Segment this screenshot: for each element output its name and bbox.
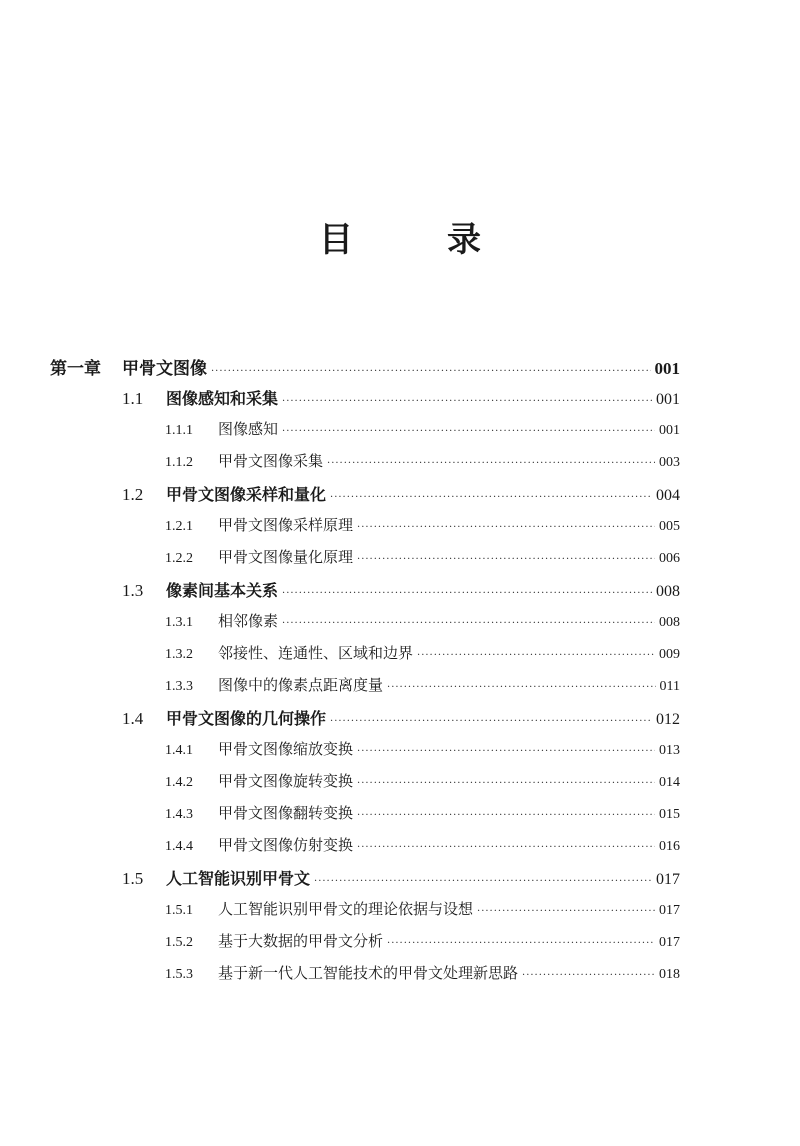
subsection-number: 1.2.1 (165, 519, 193, 534)
dot-leader (357, 522, 655, 533)
section-title-group (122, 482, 326, 505)
subsection-title-group (165, 898, 473, 919)
subsection-number: 1.1.1 (165, 423, 193, 438)
subsection-title-group (165, 418, 278, 439)
section-title: 像素间基本关系 (166, 581, 279, 600)
toc-section-entry[interactable] (122, 386, 680, 409)
dot-leader (282, 396, 652, 407)
subsection-title-group (165, 450, 323, 471)
section-title: 甲骨文图像采样和量化 (166, 485, 327, 504)
page-number: 018 (659, 967, 680, 982)
subsection-title-group (165, 834, 353, 855)
subsection-number: 1.4.2 (165, 775, 193, 790)
dot-leader (387, 682, 656, 693)
dot-leader (357, 778, 655, 789)
section-number: 1.5 (122, 869, 144, 888)
toc-subsection-entry[interactable] (165, 450, 680, 471)
page-number: 001 (654, 359, 680, 378)
page-number: 005 (659, 519, 680, 534)
page-number: 013 (659, 743, 680, 758)
toc-section-entry[interactable] (122, 578, 680, 601)
toc-section-entry[interactable] (122, 706, 680, 729)
dot-leader (357, 810, 655, 821)
subsection-number: 1.3.1 (165, 615, 193, 630)
chapter-heading (50, 354, 207, 379)
dot-leader (357, 554, 655, 565)
section-title-group (122, 386, 278, 409)
subsection-title: 图像感知 (218, 420, 279, 438)
subsection-title-group (165, 962, 518, 983)
section-title: 甲骨文图像的几何操作 (166, 709, 327, 728)
subsection-title-group (165, 802, 353, 823)
toc-section-entry[interactable] (122, 482, 680, 505)
subsection-title-group (165, 546, 353, 567)
page-title: 目 录 (319, 220, 511, 260)
subsection-title: 基于大数据的甲骨文分析 (218, 932, 384, 950)
page-number: 006 (659, 551, 680, 566)
toc-subsection-entry[interactable] (165, 802, 680, 823)
subsection-number: 1.5.1 (165, 903, 193, 918)
subsection-title: 基于新一代人工智能技术的甲骨文处理新思路 (218, 964, 519, 982)
page-number: 009 (659, 647, 680, 662)
subsection-title: 甲骨文图像缩放变换 (218, 740, 354, 758)
subsection-number: 1.1.2 (165, 455, 193, 470)
page-number: 016 (659, 839, 680, 854)
dot-leader (327, 458, 655, 469)
subsection-number: 1.3.2 (165, 647, 193, 662)
subsection-number: 1.5.3 (165, 967, 193, 982)
dot-leader (417, 650, 655, 661)
chapter-title: 甲骨文图像 (122, 359, 207, 379)
subsection-title: 图像中的像素点距离度量 (218, 676, 384, 694)
subsection-title-group (165, 642, 413, 663)
toc-subsection-entry[interactable] (165, 418, 680, 439)
dot-leader (330, 716, 652, 727)
chapter-number: 第一章 (50, 359, 101, 379)
toc-subsection-entry[interactable] (165, 610, 680, 631)
toc-subsection-entry[interactable] (165, 930, 680, 951)
toc-subsection-entry[interactable] (165, 546, 680, 567)
dot-leader (522, 970, 655, 981)
page-number: 015 (659, 807, 680, 822)
subsection-title: 甲骨文图像采集 (218, 452, 324, 470)
page-number: 011 (659, 679, 680, 694)
subsection-number: 1.4.1 (165, 743, 193, 758)
section-title-group (122, 706, 326, 729)
subsection-title-group (165, 514, 353, 535)
subsection-title: 甲骨文图像采样原理 (218, 516, 354, 534)
subsection-title-group (165, 610, 278, 631)
toc-subsection-entry[interactable] (165, 674, 680, 695)
dot-leader (330, 492, 652, 503)
dot-leader (282, 426, 655, 437)
toc-subsection-entry[interactable] (165, 770, 680, 791)
toc-chapter-entry[interactable] (50, 354, 680, 379)
dot-leader (387, 938, 655, 949)
subsection-title-group (165, 930, 383, 951)
page-number: 014 (659, 775, 680, 790)
page-number: 017 (659, 903, 680, 918)
section-number: 1.1 (122, 389, 144, 408)
page-number: 008 (656, 583, 680, 600)
dot-leader (357, 746, 655, 757)
toc-subsection-entry[interactable] (165, 738, 680, 759)
subsection-title: 甲骨文图像旋转变换 (218, 772, 354, 790)
dot-leader (211, 366, 651, 377)
section-title-group (122, 578, 278, 601)
page-number: 003 (659, 455, 680, 470)
section-title-group (122, 866, 310, 889)
toc-subsection-entry[interactable] (165, 898, 680, 919)
dot-leader (314, 876, 652, 887)
dot-leader (357, 842, 655, 853)
toc-subsection-entry[interactable] (165, 514, 680, 535)
section-title: 图像感知和采集 (166, 389, 279, 408)
page-number: 012 (656, 711, 680, 728)
subsection-title-group (165, 738, 353, 759)
dot-leader (282, 588, 652, 599)
subsection-title-group (165, 770, 353, 791)
section-number: 1.2 (122, 485, 144, 504)
section-number: 1.3 (122, 581, 144, 600)
subsection-title-group (165, 674, 383, 695)
subsection-number: 1.4.4 (165, 839, 193, 854)
toc-subsection-entry[interactable] (165, 834, 680, 855)
dot-leader (282, 618, 655, 629)
subsection-number: 1.2.2 (165, 551, 193, 566)
subsection-number: 1.4.3 (165, 807, 193, 822)
page-number: 008 (659, 615, 680, 630)
toc-subsection-entry[interactable] (165, 642, 680, 663)
subsection-title: 甲骨文图像翻转变换 (218, 804, 354, 822)
page-number: 001 (656, 391, 680, 408)
subsection-title: 甲骨文图像量化原理 (218, 548, 354, 566)
section-number: 1.4 (122, 709, 144, 728)
subsection-title: 甲骨文图像仿射变换 (218, 836, 354, 854)
subsection-title: 相邻像素 (218, 612, 279, 630)
toc-section-entry[interactable] (122, 866, 680, 889)
dot-leader (477, 906, 655, 917)
subsection-title: 人工智能识别甲骨文的理论依据与设想 (218, 900, 474, 918)
subsection-title: 邻接性、连通性、区域和边界 (218, 644, 414, 662)
page-number: 017 (656, 871, 680, 888)
subsection-number: 1.5.2 (165, 935, 193, 950)
page-number: 001 (659, 423, 680, 438)
page-number: 004 (656, 487, 680, 504)
section-title: 人工智能识别甲骨文 (166, 869, 311, 888)
toc-subsection-entry[interactable] (165, 962, 680, 983)
page-number: 017 (659, 935, 680, 950)
subsection-number: 1.3.3 (165, 679, 193, 694)
